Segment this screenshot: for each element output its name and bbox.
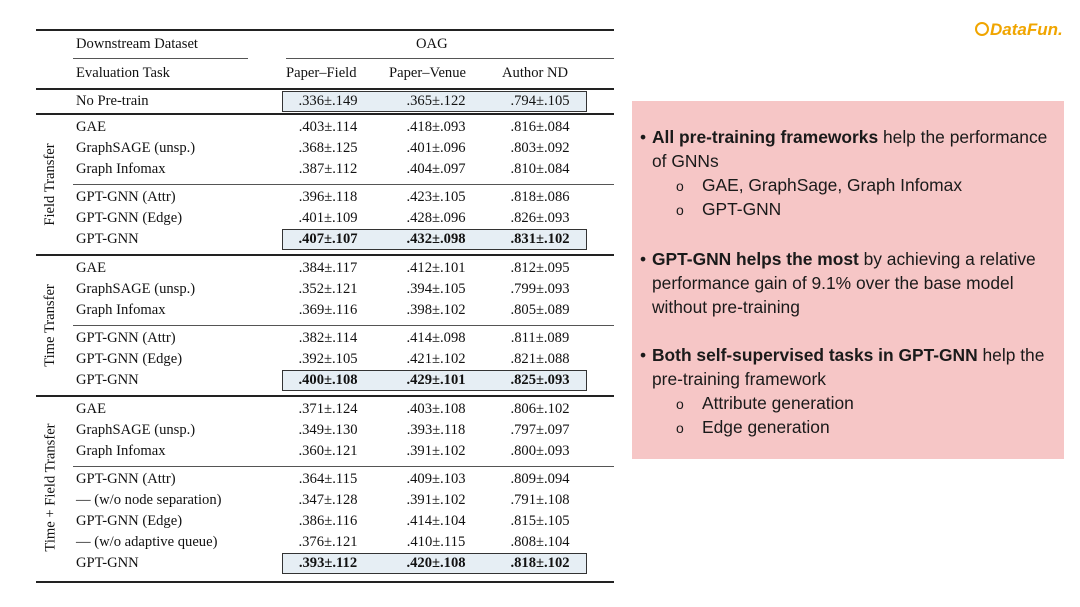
note-emphasis: GPT-GNN helps the most bbox=[652, 249, 859, 269]
bullet-dot-icon: • bbox=[640, 127, 647, 147]
row-value: .429±.101 bbox=[406, 372, 466, 388]
section-rule bbox=[36, 254, 614, 256]
note-bullet bbox=[640, 343, 1050, 391]
table-bottom-rule bbox=[36, 581, 614, 583]
subgroup-rule bbox=[73, 325, 614, 326]
row-label: GPT-GNN (Attr) bbox=[76, 329, 176, 346]
note-text bbox=[652, 125, 1050, 173]
sub-item-text: GAE, GraphSage, Graph Infomax bbox=[702, 175, 963, 195]
row-value: .407±.107 bbox=[298, 231, 358, 247]
section-label: Field Transfer bbox=[42, 142, 59, 226]
row-value: .368±.125 bbox=[298, 140, 358, 157]
row-label: GraphSAGE (unsp.) bbox=[76, 281, 196, 298]
row-label: GPT-GNN (Edge) bbox=[76, 209, 183, 226]
row-value: .393±.112 bbox=[298, 555, 358, 572]
row-label: Graph Infomax bbox=[76, 302, 166, 319]
row-label: — (w/o adaptive queue) bbox=[76, 534, 218, 551]
row-value: .815±.105 bbox=[510, 513, 570, 529]
row-value: .803±.092 bbox=[510, 140, 570, 157]
section-rule bbox=[36, 395, 614, 397]
row-value: .420±.108 bbox=[406, 555, 466, 572]
row-value: .336±.149 bbox=[298, 93, 358, 109]
note-text bbox=[652, 343, 1050, 391]
section-label: Time Transfer bbox=[42, 283, 59, 367]
row-label: GPT-GNN bbox=[76, 555, 139, 572]
row-value: .414±.098 bbox=[406, 329, 466, 346]
note-sub-item bbox=[676, 391, 854, 416]
section-label: Time + Field Transfer bbox=[42, 423, 59, 552]
row-value: .818±.086 bbox=[510, 188, 570, 205]
sub-bullet-icon: o bbox=[676, 178, 684, 194]
sub-bullet-icon: o bbox=[676, 396, 684, 412]
row-value: .821±.088 bbox=[510, 350, 570, 367]
row-value: .369±.116 bbox=[298, 302, 358, 319]
row-label: GPT-GNN bbox=[76, 372, 139, 388]
row-value: .808±.104 bbox=[510, 534, 570, 551]
sub-item-text: GPT-GNN bbox=[702, 199, 782, 219]
header-oag-rule bbox=[286, 58, 614, 59]
sub-bullet-icon: o bbox=[676, 420, 684, 436]
table-top-rule bbox=[36, 29, 614, 31]
row-value: .428±.096 bbox=[406, 209, 466, 226]
note-sub-item bbox=[676, 173, 962, 198]
row-value: .371±.124 bbox=[298, 401, 358, 417]
row-label: No Pre-train bbox=[76, 93, 149, 109]
row-value: .403±.108 bbox=[406, 401, 466, 417]
logo-text: DataFun. bbox=[990, 20, 1063, 39]
row-value: .810±.084 bbox=[510, 161, 570, 178]
row-value: .432±.098 bbox=[406, 231, 466, 247]
note-sub-item bbox=[676, 197, 781, 222]
section-rule bbox=[36, 113, 614, 115]
row-value: .800±.093 bbox=[510, 443, 570, 460]
row-value: .418±.093 bbox=[406, 119, 466, 135]
row-label: GraphSAGE (unsp.) bbox=[76, 422, 196, 439]
row-value: .401±.109 bbox=[298, 209, 358, 226]
header-bottom-rule bbox=[36, 88, 614, 90]
header-col-paper-field: Paper–Field bbox=[286, 65, 357, 81]
row-value: .805±.089 bbox=[510, 302, 570, 319]
row-value: .349±.130 bbox=[298, 422, 358, 439]
row-value: .809±.094 bbox=[510, 470, 570, 487]
row-value: .812±.095 bbox=[510, 260, 570, 276]
bullet-dot-icon: • bbox=[640, 345, 647, 365]
note-text bbox=[652, 247, 1050, 319]
datafun-logo bbox=[975, 20, 1063, 46]
row-value: .799±.093 bbox=[510, 281, 570, 298]
row-value: .794±.105 bbox=[510, 93, 570, 109]
row-value: .410±.115 bbox=[406, 534, 466, 551]
note-rest: help the pre-training framework bbox=[652, 345, 1045, 389]
header-dataset-rule bbox=[73, 58, 248, 59]
row-value: .394±.105 bbox=[406, 281, 466, 298]
row-label: GPT-GNN (Attr) bbox=[76, 188, 176, 205]
row-label: Graph Infomax bbox=[76, 443, 166, 460]
row-label: GAE bbox=[76, 401, 106, 417]
row-value: .401±.096 bbox=[406, 140, 466, 157]
row-label: GAE bbox=[76, 119, 106, 135]
subgroup-rule bbox=[73, 466, 614, 467]
row-value: .816±.084 bbox=[510, 119, 570, 135]
row-value: .391±.102 bbox=[406, 491, 466, 508]
note-rest: help the performance of GNNs bbox=[652, 127, 1048, 171]
row-value: .403±.114 bbox=[298, 119, 358, 135]
logo-mark-icon bbox=[975, 22, 989, 36]
row-value: .421±.102 bbox=[406, 350, 466, 367]
row-value: .404±.097 bbox=[406, 161, 466, 178]
row-label: Graph Infomax bbox=[76, 161, 166, 178]
notes-panel bbox=[632, 101, 1064, 459]
note-bullet bbox=[640, 247, 1050, 319]
row-value: .352±.121 bbox=[298, 281, 358, 298]
row-value: .392±.105 bbox=[298, 350, 358, 367]
row-value: .384±.117 bbox=[298, 260, 358, 276]
row-value: .831±.102 bbox=[510, 231, 570, 247]
row-value: .414±.104 bbox=[406, 513, 466, 529]
row-value: .398±.102 bbox=[406, 302, 466, 319]
row-value: .826±.093 bbox=[510, 209, 570, 226]
row-label: GPT-GNN bbox=[76, 231, 139, 247]
row-value: .364±.115 bbox=[298, 470, 358, 487]
row-value: .797±.097 bbox=[510, 422, 570, 439]
row-value: .806±.102 bbox=[510, 401, 570, 417]
row-label: GPT-GNN (Edge) bbox=[76, 350, 183, 367]
row-value: .360±.121 bbox=[298, 443, 358, 460]
row-label: GPT-GNN (Attr) bbox=[76, 470, 176, 487]
row-value: .791±.108 bbox=[510, 491, 570, 508]
row-value: .387±.112 bbox=[298, 161, 358, 178]
subgroup-rule bbox=[73, 184, 614, 185]
note-emphasis: Both self-supervised tasks in GPT-GNN bbox=[652, 345, 978, 365]
row-value: .825±.093 bbox=[510, 372, 570, 388]
row-value: .396±.118 bbox=[298, 188, 358, 205]
row-label: GAE bbox=[76, 260, 106, 276]
note-emphasis: All pre-training frameworks bbox=[652, 127, 879, 147]
note-sub-item bbox=[676, 415, 830, 440]
header-col-author-nd: Author ND bbox=[502, 65, 569, 81]
row-value: .365±.122 bbox=[406, 93, 466, 109]
bullet-dot-icon: • bbox=[640, 249, 647, 269]
sub-item-text: Edge generation bbox=[702, 417, 830, 437]
row-label: GraphSAGE (unsp.) bbox=[76, 140, 196, 157]
row-value: .423±.105 bbox=[406, 188, 466, 205]
row-value: .386±.116 bbox=[298, 513, 358, 529]
row-value: .391±.102 bbox=[406, 443, 466, 460]
row-label: GPT-GNN (Edge) bbox=[76, 513, 183, 529]
header-task-label: Evaluation Task bbox=[76, 65, 170, 81]
row-value: .818±.102 bbox=[510, 555, 570, 572]
note-bullet bbox=[640, 125, 1050, 173]
row-value: .376±.121 bbox=[298, 534, 358, 551]
row-value: .811±.089 bbox=[510, 329, 570, 346]
note-rest: by achieving a relative performance gain of 9.1% over the base model without pre-training bbox=[652, 249, 1036, 317]
header-col-paper-venue: Paper–Venue bbox=[389, 65, 466, 81]
header-dataset-value: OAG bbox=[416, 36, 448, 52]
row-value: .409±.103 bbox=[406, 470, 466, 487]
row-value: .393±.118 bbox=[406, 422, 466, 439]
row-value: .400±.108 bbox=[298, 372, 358, 388]
row-value: .347±.128 bbox=[298, 491, 358, 508]
row-value: .412±.101 bbox=[406, 260, 466, 276]
sub-bullet-icon: o bbox=[676, 202, 684, 218]
header-dataset-label: Downstream Dataset bbox=[76, 36, 198, 52]
row-label: — (w/o node separation) bbox=[76, 491, 222, 508]
row-value: .382±.114 bbox=[298, 329, 358, 346]
sub-item-text: Attribute generation bbox=[702, 393, 854, 413]
